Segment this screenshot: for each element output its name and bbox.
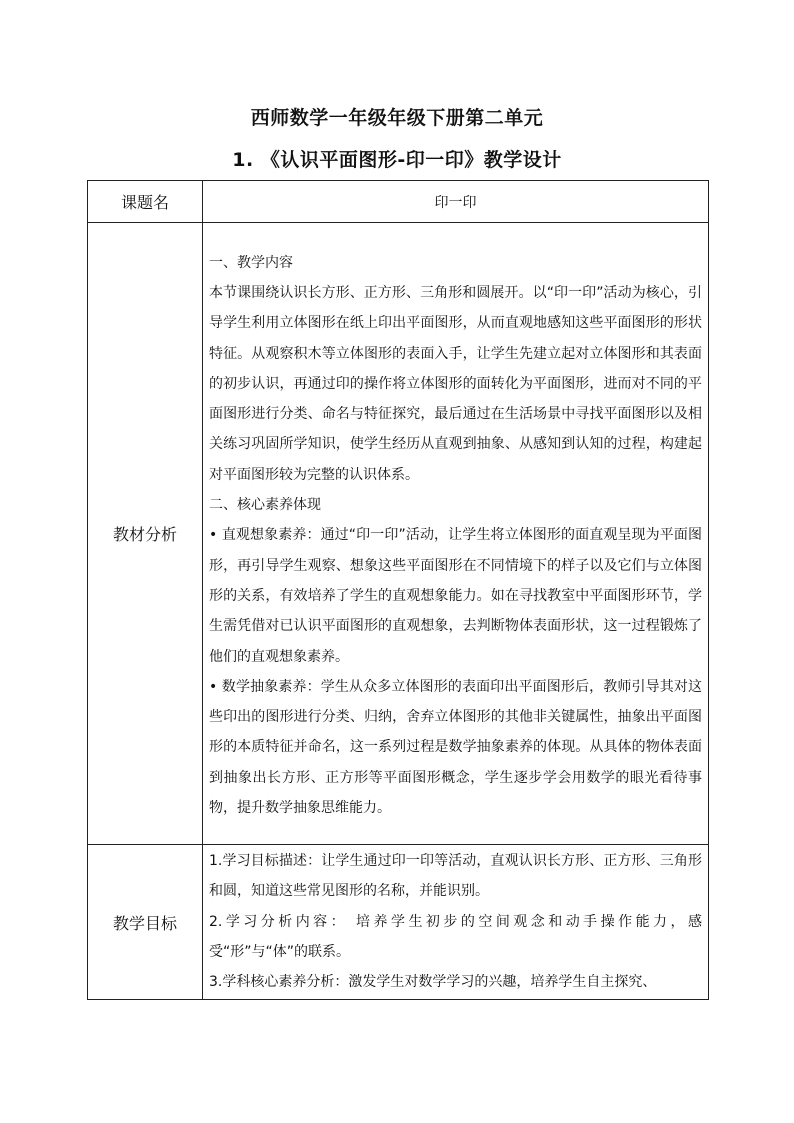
teaching-goals-cell — [203, 845, 709, 1000]
teaching-goals-label: 教学目标 — [88, 845, 203, 1000]
topic-value: 印一印 — [203, 181, 709, 223]
core-literacy-heading: 二、核心素养体现 — [209, 497, 321, 514]
table-row-teaching-goals — [88, 845, 709, 1000]
topic-label: 课题名 — [88, 181, 203, 223]
math-abstraction-bullet: • 数学抽象素养：学生从众多立体图形的表面印出平面图形后，教师引导其对这些印出的图形进行分类、归纳，舍弃立体图形的其他非关键属性，抽象出平面图形的本质特征并命名，这一系列过程是数学抽象素养的体现。从具体的物体表面到抽象出长方形、正方形等平面图形概念，学生逐步学会用数学的眼光看待事物，提升数学抽象思维能力。 — [209, 678, 702, 817]
goal-item-2: 2.学习分析内容： 培养学生初步的空间观念和动手操作能力，感受“形”与“体”的联系。 — [209, 913, 702, 960]
goal-item-3: 3.学科核心素养分析：激发学生对数学学习的兴趣，培养学生自主探究、 — [209, 974, 657, 991]
goal-item-1: 1.学习目标描述：让学生通过印一印等活动，直观认识长方形、正方形、三角形和圆，知道这些常见图形的名称，并能识别。 — [209, 853, 702, 900]
table-row-material-analysis — [88, 223, 709, 845]
material-analysis-label: 教材分析 — [88, 223, 203, 845]
intuitive-imagination-bullet: • 直观想象素养：通过“印一印”活动，让学生将立体图形的面直观呈现为平面图形，再引导学生观察、想象这些平面图形在不同情境下的样子以及它们与立体图形的关系，有效培养了学生的直观想象能力。如在寻找教室中平面图形环节，学生需凭借对已认识平面图形的直观想象，去判断物体表面形状，这一过程锻炼了他们的直观想象素养。 — [209, 527, 702, 665]
document-subtitle: 1. 《认识平面图形-印一印》教学设计 — [232, 149, 562, 171]
table-row-topic — [88, 181, 709, 223]
material-analysis-cell — [203, 223, 709, 845]
teaching-content-paragraph: 本节课围绕认识长方形、正方形、三角形和圆展开。以“印一印”活动为核心，引导学生利用立体图形在纸上印出平面图形，从而直观地感知这些平面图形的形状特征。从观察积木等立体图形的表面入手，让学生先建立起对立体图形和其表面的初步认识，再通过印的操作将立体图形的面转化为平面图形，进而对不同的平面图形进行分类、命名与特征探究，最后通过在生活场景中寻找平面图形以及相关练习巩固所学知识，使学生经历从直观到抽象、从感知到认知的过程，构建起对平面图形较为完整的认识体系。 — [209, 284, 702, 483]
teaching-content-heading: 一、教学内容 — [209, 254, 293, 271]
document-title: 西师数学一年级年级下册第二单元 — [250, 107, 544, 129]
lesson-design-table — [87, 180, 709, 1000]
